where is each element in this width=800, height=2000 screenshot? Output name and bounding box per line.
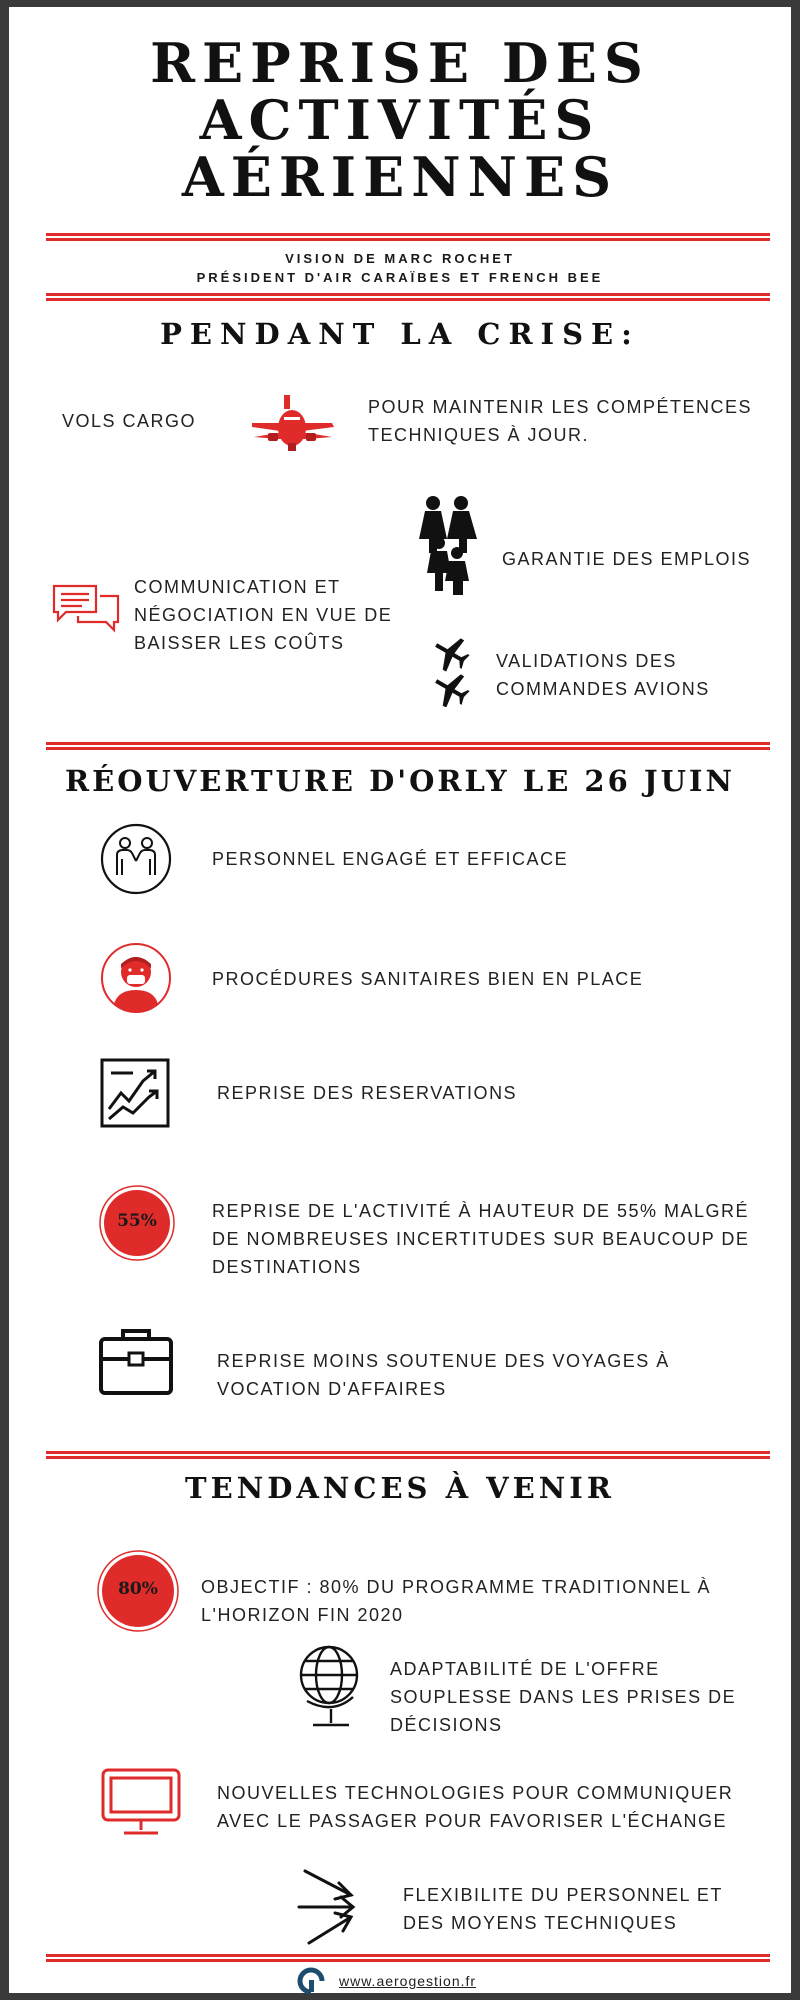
growth-chart-icon [99, 1057, 171, 1129]
divider-rule [46, 293, 770, 301]
cargo-label: VOLS CARGO [62, 411, 197, 431]
arrows-icon [295, 1865, 365, 1949]
reopening-text-2: PROCÉDURES SANITAIRES BIEN EN PLACE [212, 969, 644, 989]
footer [339, 1973, 476, 1989]
briefcase-icon [97, 1325, 175, 1397]
section-heading-crisis: PENDANT LA CRISE: [160, 317, 640, 351]
main-title: REPRISE DES ACTIVITÉS AÉRIENNES [150, 31, 650, 209]
section-heading-reopening: RÉOUVERTURE D'ORLY LE 26 JUIN [65, 764, 735, 798]
cargo-plane-icon [242, 393, 344, 455]
adapt-text: ADAPTABILITÉ DE L'OFFRE SOUPLESSE DANS LES PRISES DE DÉCISIONS [390, 1659, 737, 1735]
divider-rule [46, 233, 770, 241]
monitor-icon [100, 1767, 182, 1839]
divider-rule [46, 1451, 770, 1459]
divider-rule [46, 1954, 770, 1962]
infographic-page [9, 7, 791, 1993]
globe-icon [295, 1639, 365, 1735]
section-heading-trends: TENDANCES À VENIR [185, 1471, 615, 1505]
flex-text: FLEXIBILITE DU PERSONNEL ET DES MOYENS TECHNIQUES [403, 1885, 723, 1933]
percent-badge-label: 55% [117, 1211, 157, 1231]
goal-text: OBJECTIF : 80% DU PROGRAMME TRADITIONNEL À L'HORIZON FIN 2020 [201, 1577, 712, 1625]
reopening-text-4: REPRISE DE L'ACTIVITÉ À HAUTEUR DE 55% MALGRÉ DE NOMBREUSES INCERTITUDES SUR BEAUCOUP DE DESTINATIONS [212, 1201, 750, 1277]
handshake-people-icon [100, 823, 172, 895]
tech-text: NOUVELLES TECHNOLOGIES POUR COMMUNIQUER AVEC LE PASSAGER POUR FAVORISER L'ÉCHANGE [217, 1783, 734, 1831]
reopening-text-1: PERSONNEL ENGAGÉ ET EFFICACE [212, 849, 569, 869]
masked-person-icon [100, 942, 172, 1014]
divider-rule [46, 742, 770, 750]
reopening-text-5: REPRISE MOINS SOUTENUE DES VOYAGES À VOCATION D'AFFAIRES [217, 1351, 670, 1399]
goal-badge-icon [97, 1550, 179, 1632]
people-group-icon [417, 495, 479, 597]
orders-text: VALIDATIONS DES COMMANDES AVIONS [496, 651, 710, 699]
goal-badge-label: 80% [118, 1579, 158, 1599]
jobs-text: GARANTIE DES EMPLOIS [502, 549, 752, 569]
cargo-text: POUR MAINTENIR LES COMPÉTENCES TECHNIQUES À JOUR. [368, 397, 753, 445]
aerogestion-logo-icon [296, 1966, 326, 1996]
percent-badge-icon [99, 1185, 175, 1261]
chat-bubbles-icon [52, 584, 120, 634]
airplanes-icon [422, 633, 476, 707]
reopening-text-3: REPRISE DES RESERVATIONS [217, 1083, 518, 1103]
footer-link[interactable]: www.aerogestion.fr [339, 1973, 477, 1989]
subtitle: VISION DE MARC ROCHET PRÉSIDENT D'AIR CARAÏBES ET FRENCH BEE [196, 251, 604, 285]
communication-text: COMMUNICATION ET NÉGOCIATION EN VUE DE BAISSER LES COÛTS [134, 577, 393, 653]
